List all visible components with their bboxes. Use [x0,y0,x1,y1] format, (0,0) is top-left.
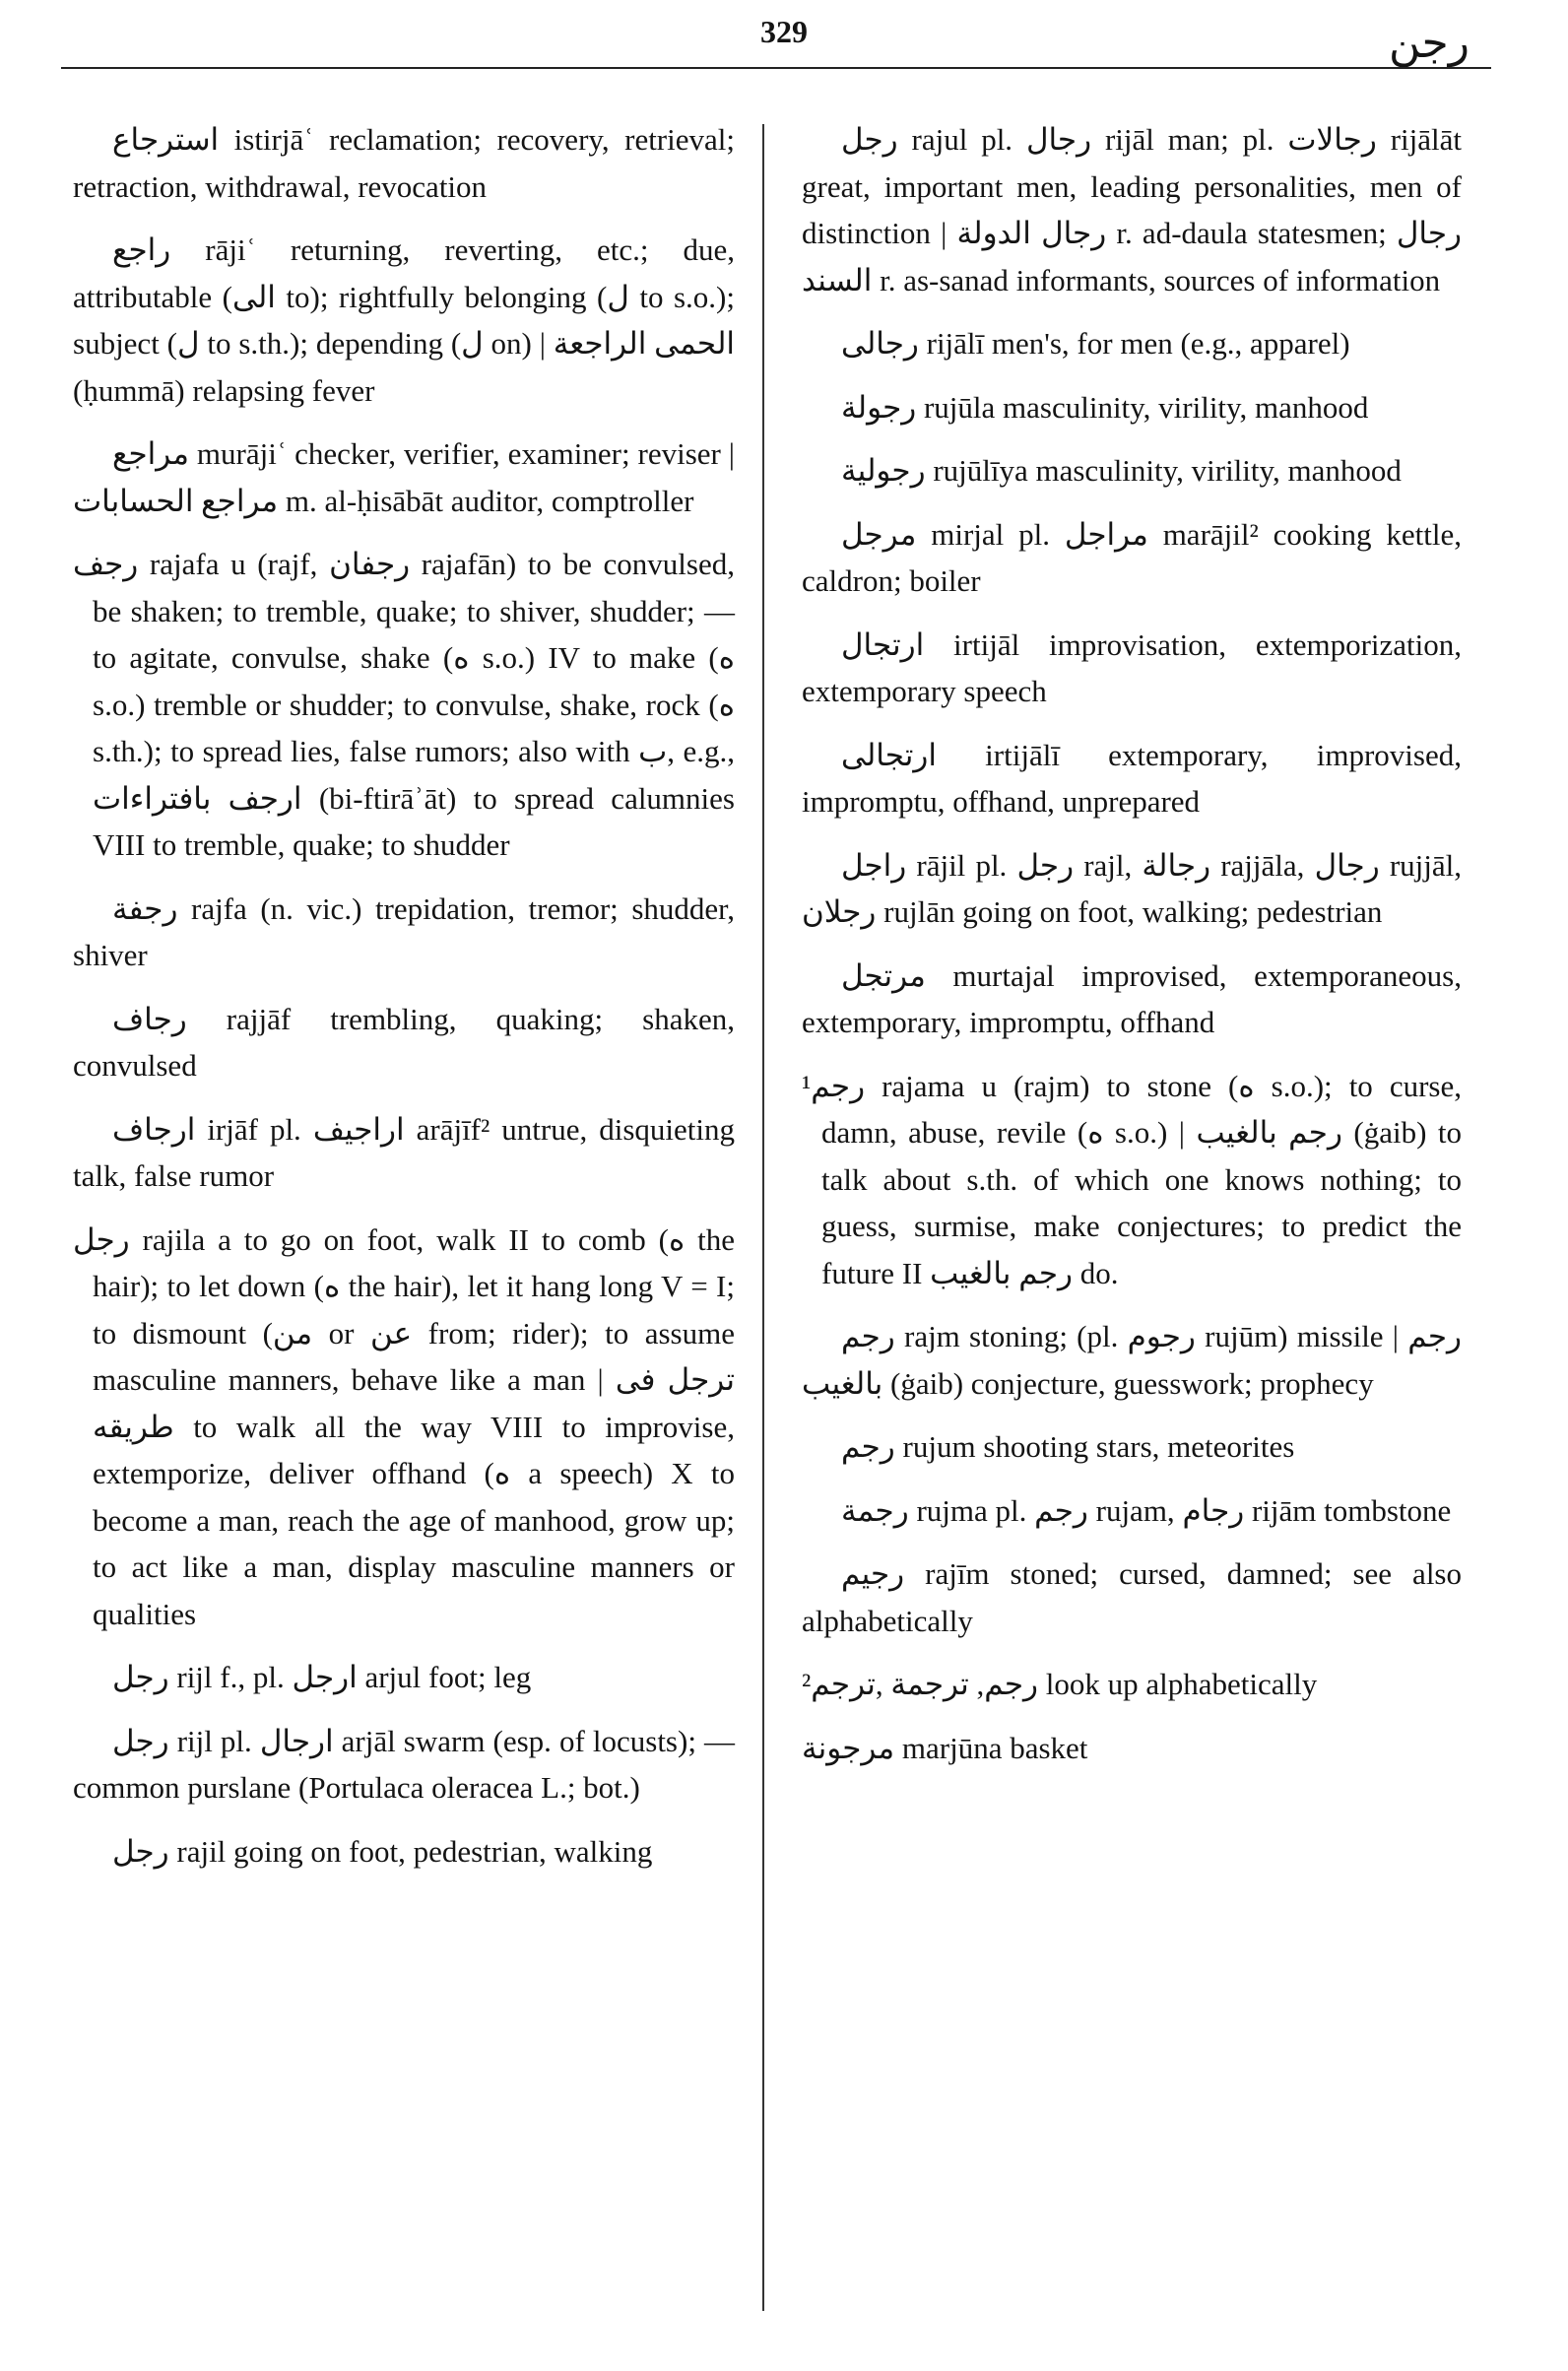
dictionary-entry: رجل rajul pl. رجال rijāl man; pl. رجالات rijālāt great, important men, leading personalities, men of distinction | رجال الدولة r. ad-daula statesmen; رجال السند r. as-sanad informants, sources of information [802,122,1463,297]
dictionary-entry: رجيم rajīm stoned; cursed, damned; see also alphabetically [802,1556,1462,1638]
running-head: رجن [1389,18,1470,68]
dictionary-entry: ارتجالى irtijālī extemporary, improvised, impromptu, offhand, unprepared [802,737,1462,819]
dictionary-entry: رجل rijl f., pl. ارجل arjul foot; leg [112,1660,532,1694]
dictionary-entry: مرتجل murtajal improvised, extemporaneous, extemporary, impromptu, offhand [802,957,1462,1039]
right-column [802,116,1462,1788]
dictionary-entry: رجاف rajjāf trembling, quaking; shaken, convulsed [73,1001,735,1083]
dictionary-entry: رجل rijl pl. ارجال arjāl swarm (esp. of locusts); — common purslane (Portulaca oleracea L.; bot.) [73,1723,736,1805]
root-entry: ²رجم, ترجمة ,ترجم look up alphabetically [802,1667,1318,1701]
dictionary-entry: مراجع murājiʿ checker, verifier, examiner; reviser | مراجع الحسابات m. al-ḥisābāt auditor, comptroller [73,436,735,518]
dictionary-entry: رجل rajil going on foot, pedestrian, walking [112,1833,653,1869]
dictionary-entry: رجولة rujūla masculinity, virility, manhood [841,389,1369,425]
dictionary-entry: استرجاع istirjāʿ reclamation; recovery, retrieval; retraction, withdrawal, revocation [73,122,735,204]
dictionary-entry: مرجل mirjal pl. مراجل marājil² cooking kettle, caldron; boiler [802,516,1462,598]
dictionary-entry: رجولية rujūlīya masculinity, virility, manhood [841,453,1402,488]
dictionary-entry: رجمة rujma pl. رجم rujam, رجام rijām tombstone [841,1492,1452,1528]
root-entry: رجل rajila a to go on foot, walk II to comb (ه the hair); to let down (ه the hair), let it hang long V = I; to dismount (من or عن from; rider); to assume masculine manners, behave like a man | ترجل فى طريقه to walk all the way VIII to improvise, extemporize, deliver offhand (ه a speech) X to become a man, reach the age of manhood, grow up; to act like a man, display masculine manners or qualities [73,1221,736,1631]
dictionary-entry: ارتجال irtijāl improvisation, extemporization, extemporary speech [802,626,1462,708]
dictionary-entry: رجم rujum shooting stars, meteorites [841,1429,1295,1464]
dictionary-entry: رجفة rajfa (n. vic.) trepidation, tremor; shudder, shiver [73,890,735,972]
dictionary-entry: رجم rajm stoning; (pl. رجوم rujūm) missile | رجم بالغيب (ġaib) conjecture, guesswork; prophecy [802,1319,1462,1401]
column-divider [762,124,764,2311]
dictionary-entry: راجع rājiʿ returning, reverting, etc.; due, attributable (الى to); rightfully belonging (ل to s.o.); subject (ل to s.th.); depending (ل on) | الحمى الراجعة (ḥummā) relapsing fever [73,232,735,408]
dictionary-entry: ارجاف irjāf pl. اراجيف arājīf² untrue, disquieting talk, false rumor [73,1111,736,1193]
root-entry: رجف rajafa u (rajf, رجفان rajafān) to be convulsed, be shaken; to tremble, quake; to shiver, shudder; — to agitate, convulse, shake (ه s.o.) IV to make (ه s.o.) tremble or shudder; to convulse, shake, rock (ه s.th.); to spread lies, false rumors; also with ب, e.g., ارجف بافتراءات (bi-ftirāʾāt) to spread calumnies VIII to tremble, quake; to shudder [73,547,735,862]
page-number: 329 [760,14,808,49]
root-entry: ¹رجم rajama u (rajm) to stone (ه s.o.); to curse, damn, abuse, revile (ه s.o.) | رجم بالغيب (ġaib) to talk about s.th. of which one knows nothing; to guess, surmise, make conjectures; to predict the future II رجم بالغيب do. [802,1068,1462,1290]
dictionary-entry: رجالى rijālī men's, for men (e.g., apparel) [841,326,1350,361]
dictionary-entry: راجل rājil pl. رجل rajl, رجالة rajjāla, رجال rujjāl, رجلان rujlān going on foot, walking; pedestrian [802,847,1462,929]
left-column [73,116,735,1891]
header-rule [61,67,1491,69]
root-entry: مرجونة marjūna basket [802,1730,1088,1765]
